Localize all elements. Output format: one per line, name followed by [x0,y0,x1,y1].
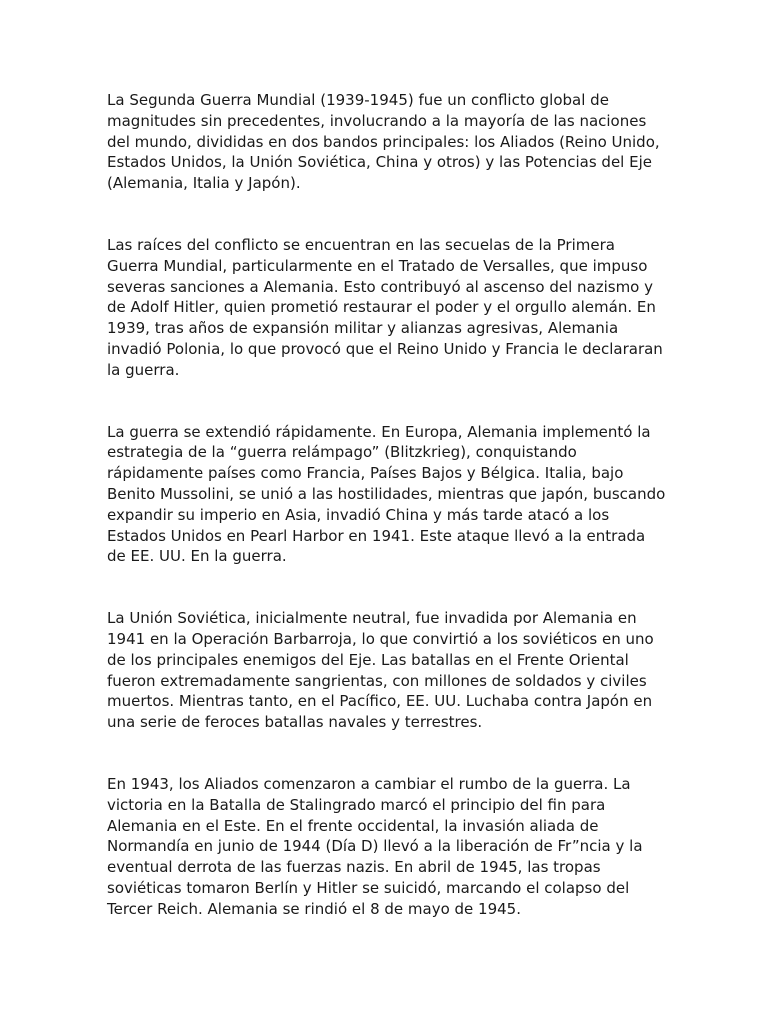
paragraph-1: La Segunda Guerra Mundial (1939-1945) fue un conflicto global de magnitudes sin precedentes, involucrando a la mayoría de las naciones del mundo, divididas en dos bandos principales: los Aliados (Reino Unido, Estados Unidos, la Unión Soviética, China y otros) y las Potencias del Eje (Alemania, Italia y Japón). [107,91,660,193]
paragraph-spacer [107,381,667,422]
paragraph-3: La guerra se extendió rápidamente. En Europa, Alemania implementó la estrategia de la “guerra relámpago” (Blitzkrieg), conquistando rápidamente países como Francia, Países Bajos y Bélgica. Italia, bajo Benito Mussolini, se unió a las hostilidades, mientras que japón, buscando expandir su imperio en Asia, invadió China y más tarde atacó a los Estados Unidos en Pearl Harbor en 1941. Este ataque llevó a la entrada de EE. UU. En la guerra. [107,422,666,566]
paragraph-5: En 1943, los Aliados comenzaron a cambiar el rumbo de la guerra. La victoria en la Batalla de Stalingrado marcó el principio del fin para Alemania en el Este. En el frente occidental, la invasión aliada de Normandía en junio de 1944 (Día D) llevó a la liberación de Fr”ncia y la eventual derrota de las fuerzas nazis. En abril de 1945, las tropas soviéticas tomaron Berlín y Hitler se suicidó, marcando el colapso del Tercer Reich. Alemania se rindió el 8 de mayo de 1945. [107,774,643,918]
paragraph-2: Las raíces del conflicto se encuentran en las secuelas de la Primera Guerra Mundial, particularmente en el Tratado de Versalles, que impuso severas sanciones a Alemania. Esto contribuyó al ascenso del nazismo y de Adolf Hitler, quien prometió restaurar el poder y el orgullo alemán. En 1939, tras años de expansión militar y alianzas agresivas, Alemania invadió Polonia, lo que provocó que el Reino Unido y Francia le declararan la guerra. [107,235,663,379]
paragraph-spacer [107,194,667,235]
paragraph-spacer [107,567,667,608]
paragraph-4: La Unión Soviética, inicialmente neutral, fue invadida por Alemania en 1941 en la Operación Barbarroja, lo que convirtió a los soviéticos en uno de los principales enemigos del Eje. Las batallas en el Frente Oriental fueron extremadamente sangrientas, con millones de soldados y civiles muertos. Mientras tanto, en el Pacífico, EE. UU. Luchaba contra Japón en una serie de feroces batallas navales y terrestres. [107,609,654,732]
document-body [107,90,667,920]
paragraph-spacer [107,733,667,774]
